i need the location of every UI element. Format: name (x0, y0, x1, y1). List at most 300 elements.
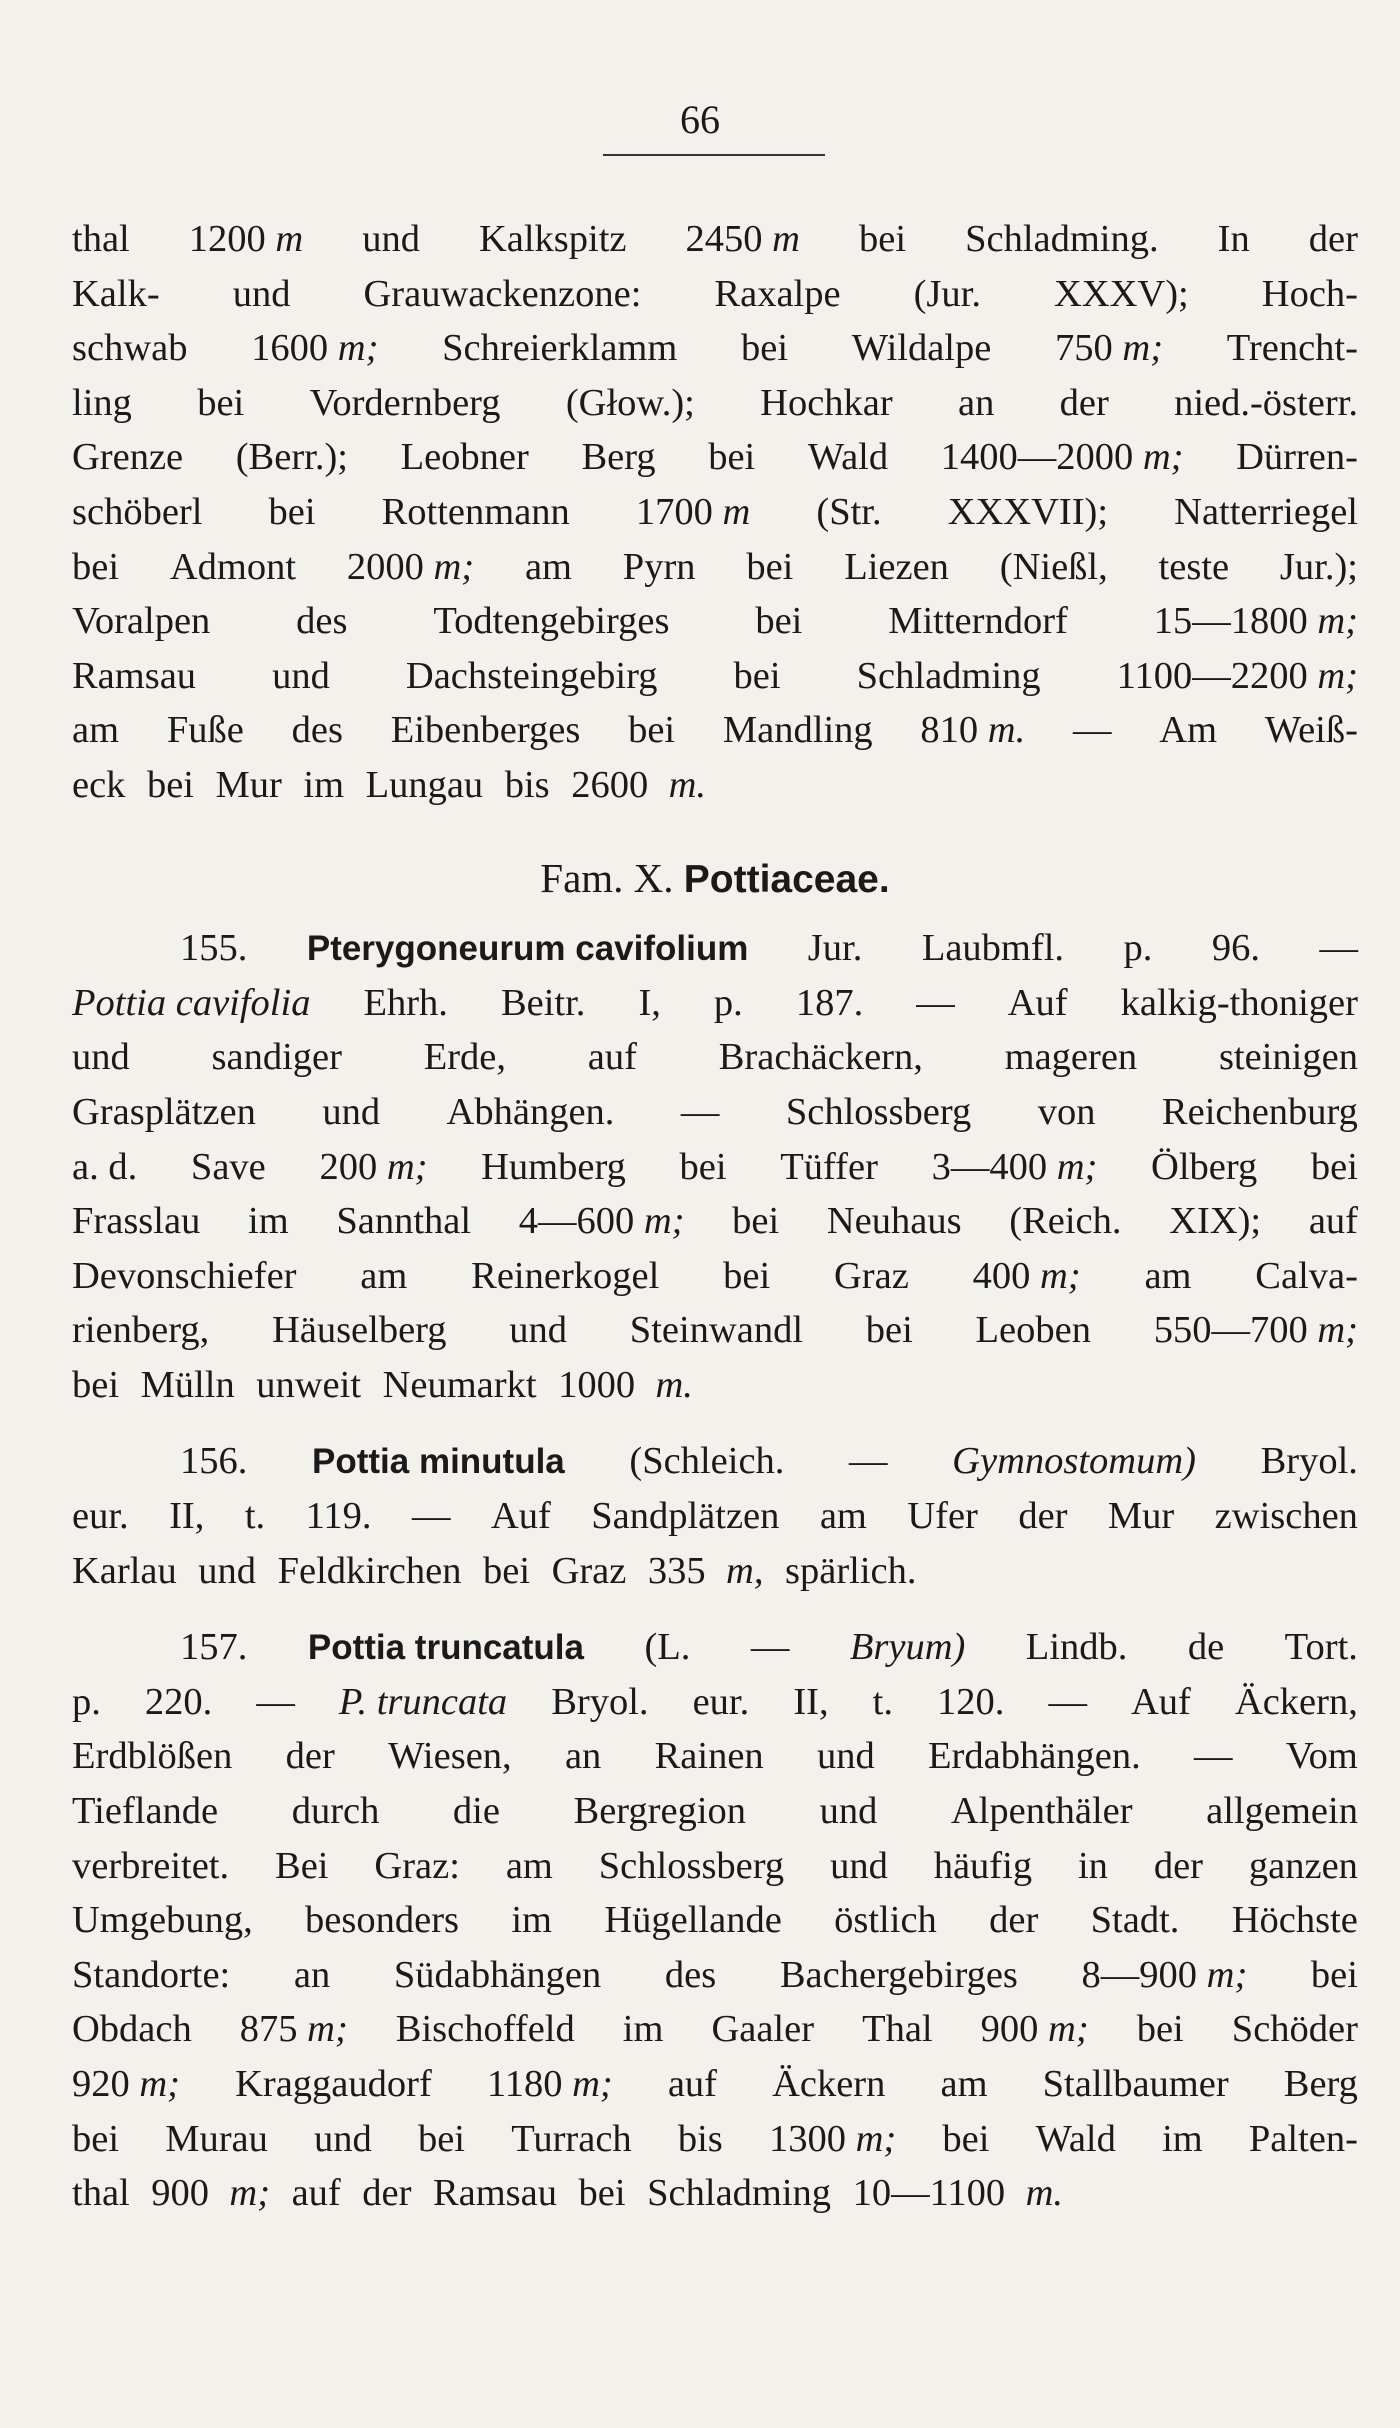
text: allgemein (1206, 1790, 1358, 1833)
text: im (511, 1899, 552, 1942)
text-line (72, 540, 1358, 595)
text: und (198, 1549, 257, 1592)
text: Vom (1285, 1735, 1358, 1778)
text: Leobner (400, 436, 529, 479)
word (312, 1434, 565, 1489)
word (849, 1434, 888, 1489)
text: Kraggaudorf (235, 2063, 432, 2105)
text: Erdblößen (72, 1735, 233, 1778)
text: Jur. (807, 927, 863, 970)
text: Wiesen, (388, 1735, 512, 1778)
text: 1300 (768, 2117, 856, 2160)
word (1188, 1620, 1224, 1675)
word (850, 1620, 965, 1675)
text: 220. (144, 1680, 213, 1723)
word (72, 758, 136, 813)
text: mageren (1004, 1036, 1138, 1079)
word (834, 1893, 937, 1948)
word (72, 267, 160, 322)
word (72, 1948, 230, 2003)
text: bei (1136, 2008, 1184, 2051)
word (292, 703, 343, 758)
text: Äckern, (1234, 1680, 1358, 1723)
text: Wald (807, 436, 889, 479)
word (362, 2166, 422, 2221)
italic-text: m. (655, 1363, 693, 1406)
text: Ufer (907, 1495, 978, 1538)
word (240, 2002, 348, 2057)
word (668, 2057, 717, 2112)
text: Hügellande (604, 1899, 782, 1942)
word (72, 703, 119, 758)
word (888, 594, 1068, 649)
word (72, 1249, 296, 1304)
word (853, 2166, 1074, 2221)
text: an (293, 1953, 331, 1996)
text: Devonschiefer (72, 1254, 297, 1297)
word (1151, 1140, 1257, 1195)
word (834, 1249, 909, 1304)
word (723, 1249, 770, 1304)
word (1159, 540, 1230, 595)
word (145, 1675, 212, 1730)
italic-text: m, (726, 1549, 764, 1592)
word (1311, 1140, 1358, 1195)
text: Häuselberg (271, 1309, 447, 1352)
text: am (360, 1254, 408, 1297)
word (447, 1085, 615, 1140)
word (471, 1249, 659, 1304)
text-line (72, 2166, 1358, 2221)
text: bei (417, 2117, 466, 2160)
text: II, (793, 1680, 829, 1723)
text: — (1048, 1680, 1087, 1723)
word (1162, 2112, 1203, 2167)
text: Abhängen. (446, 1090, 615, 1133)
word (816, 485, 881, 540)
text: Gaaler (711, 2008, 815, 2051)
word (1036, 2112, 1116, 2167)
text: bei (741, 327, 789, 370)
word (487, 2057, 613, 2112)
text: 1180 (486, 2063, 573, 2105)
word (383, 1358, 548, 1413)
italic-text: m (722, 490, 751, 533)
text: 2450 (685, 218, 773, 260)
paragraph-gap (72, 1412, 1358, 1434)
text: auf (291, 2172, 341, 2215)
text: 1100—2200 (1116, 654, 1318, 697)
text: Leoben (975, 1309, 1091, 1352)
species-name: Pottia minutula (312, 1442, 565, 1482)
word (1117, 649, 1358, 704)
word (72, 1544, 188, 1599)
text: 1600 (251, 327, 338, 370)
text: und (314, 2117, 372, 2160)
text-line (72, 1358, 1358, 1413)
text: Kalkspitz (478, 218, 627, 260)
text: 10—1100 (852, 2172, 1015, 2215)
text: häufig (933, 1844, 1033, 1887)
text: Schlossberg (785, 1090, 972, 1133)
word (483, 1544, 541, 1599)
text: Liezen (844, 545, 949, 588)
text: Lungau (365, 763, 484, 806)
word (581, 430, 655, 485)
text: schöberl (72, 490, 203, 533)
word (1227, 321, 1358, 376)
word (1162, 1085, 1358, 1140)
text: Kalk- (72, 272, 160, 315)
text: Fuße (166, 709, 244, 752)
text-line (72, 703, 1358, 758)
word (1174, 376, 1358, 431)
text: bei (1310, 1953, 1358, 1996)
text: 1400—2000 (940, 436, 1143, 479)
text: 155. (180, 927, 248, 970)
text: Laubmfl. (921, 927, 1065, 970)
text: Frasslau (72, 1200, 201, 1243)
text: bei (859, 218, 907, 260)
species-name: Pterygoneurum cavifolium (306, 929, 749, 969)
word (1108, 1489, 1174, 1544)
word (216, 758, 293, 813)
word (322, 1085, 380, 1140)
word (72, 1729, 232, 1784)
text: 550—700 (1153, 1309, 1318, 1352)
word (981, 2002, 1089, 2057)
text: Karlau (72, 1549, 177, 1592)
text-line (72, 1303, 1358, 1358)
word (212, 1030, 342, 1085)
word (907, 1489, 978, 1544)
text: der (1308, 218, 1358, 260)
text: bei (942, 2117, 990, 2160)
text: bei (146, 763, 195, 806)
text: — (750, 1626, 790, 1669)
text: Obdach (72, 2008, 192, 2051)
text: durch (291, 1790, 380, 1833)
word (374, 1839, 460, 1894)
text: Brachäckern, (718, 1036, 923, 1079)
word (574, 1784, 747, 1839)
word (844, 540, 949, 595)
word (347, 540, 474, 595)
text-line (72, 1839, 1358, 1894)
word (366, 758, 494, 813)
text: t. (244, 1495, 266, 1538)
word (525, 540, 572, 595)
text: des (296, 600, 348, 643)
text: Grasplätzen (72, 1090, 256, 1133)
text: Calva- (1255, 1254, 1358, 1297)
word (275, 1839, 328, 1894)
word (1255, 1249, 1358, 1304)
text: eur. (692, 1680, 750, 1723)
text: Alpenthäler (950, 1790, 1133, 1833)
italic-text: m; (643, 1200, 685, 1243)
text: spärlich. (785, 1549, 917, 1592)
text: Schladming (856, 654, 1041, 697)
word (72, 1675, 101, 1730)
word (862, 2002, 933, 2057)
word (941, 430, 1184, 485)
word (191, 1140, 266, 1195)
text-line (72, 921, 1358, 976)
word (827, 1194, 962, 1249)
word (760, 376, 893, 431)
text: und (509, 1309, 568, 1352)
text-line (72, 1784, 1358, 1839)
text: XXXV); (1054, 272, 1189, 315)
text: 3—400 (931, 1145, 1057, 1188)
word (198, 1544, 267, 1599)
word (571, 758, 717, 813)
word (307, 921, 748, 976)
word (189, 212, 303, 267)
word (746, 540, 793, 595)
text: Mur (1107, 1495, 1175, 1538)
word (741, 321, 788, 376)
word (1265, 703, 1358, 758)
text: teste (1158, 545, 1230, 588)
text: Dachsteingebirg (405, 654, 658, 697)
text: 2600 (571, 763, 658, 806)
text-line (72, 212, 1358, 267)
word (339, 1675, 507, 1730)
word (785, 1544, 927, 1599)
text: Mülln (140, 1363, 235, 1406)
word (245, 1489, 265, 1544)
text: und (72, 1036, 130, 1079)
text: Berg (581, 436, 656, 479)
word (636, 485, 750, 540)
word (1078, 1839, 1108, 1894)
text: der (1153, 1844, 1204, 1887)
text: Thal (862, 2008, 933, 2051)
text: bei (679, 1145, 727, 1188)
word (305, 1893, 459, 1948)
word (248, 1194, 289, 1249)
word (1131, 1675, 1191, 1730)
word (72, 1085, 256, 1140)
word (644, 1620, 690, 1675)
text-line (72, 976, 1358, 1031)
word (382, 485, 570, 540)
text: bei (708, 436, 756, 479)
word (1121, 976, 1358, 1031)
word (976, 1303, 1091, 1358)
word (180, 1434, 247, 1489)
word (552, 1544, 638, 1599)
word (1018, 1489, 1067, 1544)
text: auf (667, 2063, 717, 2105)
word (235, 2057, 432, 2112)
text-line (72, 1620, 1358, 1675)
text: an (958, 381, 995, 424)
text: Ramsau (72, 654, 197, 697)
word (916, 976, 955, 1031)
italic-text: m; (433, 545, 475, 588)
word (708, 430, 755, 485)
text: Ehrh. (363, 981, 448, 1024)
text: Südabhängen (393, 1953, 602, 1996)
text-line (72, 594, 1358, 649)
word (1286, 1729, 1358, 1784)
text: Graz (551, 1549, 627, 1592)
text-line (72, 1675, 1358, 1730)
word (396, 2002, 575, 2057)
text: 120. (937, 1680, 1005, 1723)
text: bis (504, 763, 550, 806)
text: Reichenburg (1161, 1090, 1358, 1133)
text: Murau (165, 2117, 268, 2160)
text: Schladming (647, 2172, 832, 2215)
paragraph-species-157 (72, 1620, 1358, 2221)
word (1082, 1948, 1248, 2003)
word (1137, 2002, 1184, 2057)
word (491, 1489, 551, 1544)
text: Bachergebirges (779, 1953, 1018, 1996)
word (1154, 1839, 1203, 1894)
text-line (72, 267, 1358, 322)
text: zwischen (1214, 1495, 1358, 1538)
word (292, 1784, 380, 1839)
word (1000, 540, 1108, 595)
text: 1700 (635, 490, 723, 533)
word (424, 1030, 506, 1085)
word (1249, 1839, 1358, 1894)
text: (Reich. (1009, 1200, 1122, 1243)
text: Palten- (1248, 2117, 1358, 2160)
text: Steinwandl (629, 1309, 804, 1352)
word (793, 1675, 828, 1730)
word (780, 1140, 878, 1195)
text-line (72, 1030, 1358, 1085)
text: Ölberg (1151, 1145, 1258, 1188)
text: und (362, 218, 420, 260)
text: Mur (215, 763, 282, 806)
text: thal (72, 218, 130, 260)
text: Trencht- (1226, 327, 1358, 370)
word (509, 1303, 567, 1358)
word (857, 649, 1041, 704)
text: Am (1159, 709, 1218, 752)
text: Schreierklamm (442, 327, 678, 370)
word (72, 2057, 180, 2112)
italic-text: m; (386, 1145, 428, 1188)
italic-text: P. truncata (338, 1680, 508, 1723)
word (72, 1489, 129, 1544)
word (588, 1030, 637, 1085)
text: im (1162, 2117, 1203, 2160)
word (401, 430, 529, 485)
text: 187. (795, 981, 864, 1024)
text: Dürren- (1236, 436, 1358, 479)
text: bei (482, 1549, 531, 1592)
text: von (1037, 1090, 1096, 1133)
italic-text: Bryum) (849, 1626, 966, 1669)
word (1043, 2057, 1229, 2112)
text: Eibenberges (390, 709, 581, 752)
word (948, 485, 1108, 540)
species-name: Pottiaceae. (683, 857, 890, 901)
text: bei (755, 600, 803, 643)
text: und (272, 654, 330, 697)
word (433, 594, 669, 649)
italic-text: m; (1040, 1254, 1081, 1297)
word (769, 2112, 896, 2167)
word (958, 376, 994, 431)
word (1232, 2002, 1358, 2057)
word (565, 1729, 601, 1784)
word (796, 976, 863, 1031)
page-body (72, 212, 1358, 2221)
text-line (72, 1948, 1358, 2003)
italic-text: m; (1317, 600, 1358, 643)
text: der (362, 2172, 412, 2215)
word (599, 1839, 784, 1894)
text-line (72, 1729, 1358, 1784)
word (256, 1358, 372, 1413)
text: bei (72, 1363, 120, 1406)
text-line (72, 2057, 1358, 2112)
text-line (72, 1489, 1358, 1544)
word (1154, 594, 1358, 649)
word (1261, 1434, 1358, 1489)
family-heading (72, 851, 1358, 906)
word (72, 1303, 209, 1358)
text: Wildalpe (851, 327, 992, 370)
italic-text: m; (572, 2063, 613, 2105)
text: Turrach (511, 2117, 632, 2160)
word (558, 1358, 704, 1413)
text: Auf (1007, 981, 1068, 1024)
text: 810 (920, 709, 988, 752)
text: Schöder (1231, 2008, 1358, 2051)
text: östlich (834, 1899, 937, 1942)
text: bei (723, 1254, 771, 1297)
word (170, 540, 296, 595)
text: a. d. (72, 1145, 138, 1188)
text: Graz (834, 1254, 909, 1297)
word (394, 1948, 601, 2003)
word (256, 1675, 295, 1730)
word (1008, 976, 1068, 1031)
text: 900 (980, 2008, 1049, 2051)
word (169, 1489, 204, 1544)
text: — (1194, 1735, 1233, 1778)
text: XXXVII); (947, 490, 1109, 533)
word (623, 540, 696, 595)
text: 15—1800 (1153, 600, 1318, 643)
text: Reinerkogel (471, 1254, 660, 1297)
word (362, 212, 420, 267)
word (294, 1948, 330, 2003)
text: Erdabhängen. (928, 1735, 1141, 1778)
word (629, 1434, 784, 1489)
word (678, 2112, 723, 2167)
word (147, 758, 205, 813)
text: — (1319, 927, 1358, 970)
text: rienberg, (72, 1309, 210, 1352)
text: Auf (490, 1495, 551, 1538)
text: der (285, 1735, 335, 1778)
word (1284, 2057, 1358, 2112)
word (167, 703, 244, 758)
word (1218, 212, 1250, 267)
text: Standorte: (72, 1953, 231, 1996)
